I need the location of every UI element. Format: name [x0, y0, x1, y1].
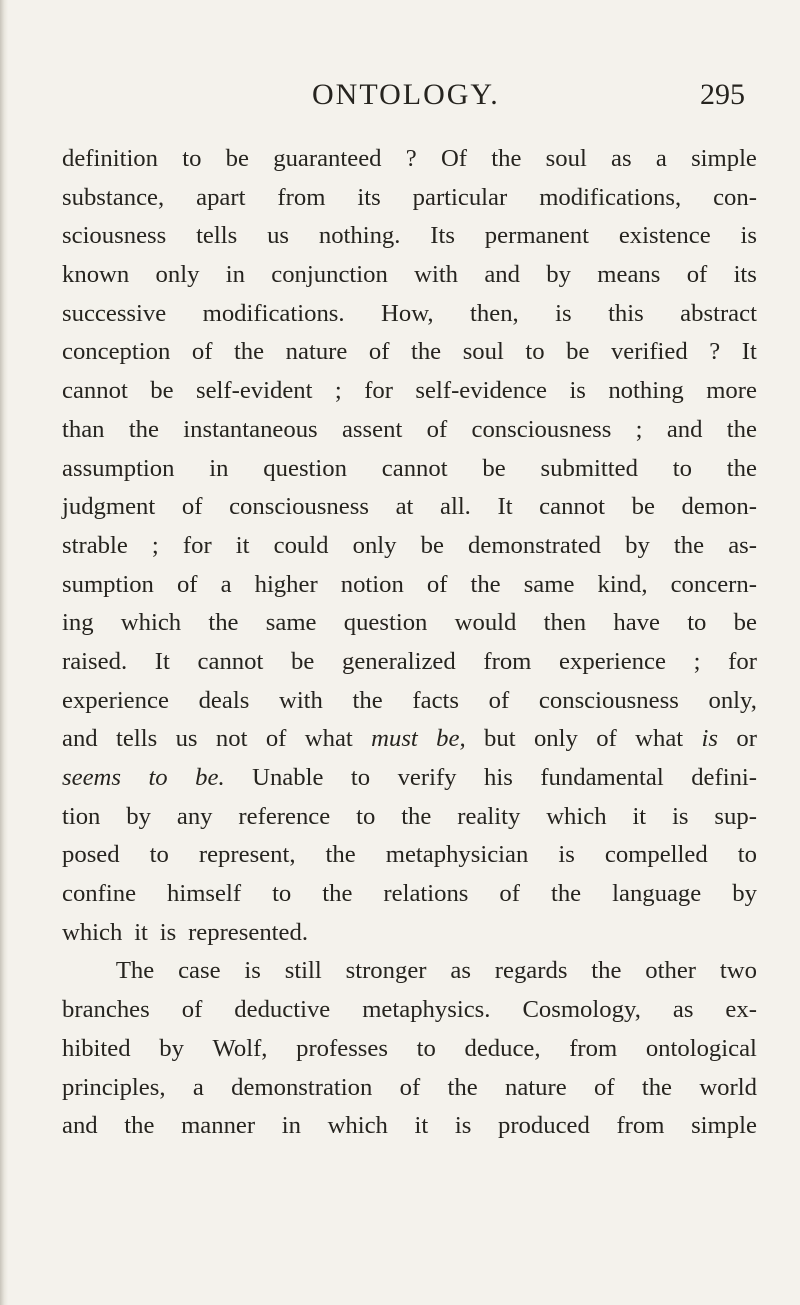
word: to [687, 609, 707, 637]
word: as [611, 145, 632, 172]
text-line [62, 682, 757, 721]
word: of [368, 338, 390, 366]
word: of [399, 1073, 421, 1101]
word: It [154, 647, 170, 675]
page-edge-shadow [0, 0, 8, 1305]
word: fundamental [540, 764, 664, 791]
word: particular [412, 183, 508, 211]
word: at [395, 493, 414, 521]
word: the [591, 957, 622, 985]
word: any [176, 802, 213, 830]
word: nature [504, 1073, 567, 1101]
word: the [352, 686, 383, 714]
word: soul [462, 338, 504, 366]
word: represented. [188, 918, 309, 946]
word: is [244, 957, 261, 985]
word: his [484, 764, 513, 791]
word: of [593, 1073, 615, 1101]
word: be [733, 609, 757, 637]
text-line [62, 488, 757, 527]
word: generalized [341, 647, 456, 675]
word: hibited [62, 1034, 131, 1062]
word: sciousness [62, 222, 167, 250]
word: abstract [680, 299, 757, 327]
word: of [265, 725, 287, 753]
word: posed [62, 841, 120, 869]
word: self-evidence [415, 377, 548, 405]
word: cannot [381, 454, 448, 482]
word: by [126, 802, 151, 830]
word: metaphysician [385, 841, 529, 869]
text-line [62, 991, 757, 1030]
word: question [343, 609, 428, 637]
word: to [356, 802, 376, 830]
word: deduce, [464, 1034, 541, 1062]
word: nature [285, 338, 348, 366]
word: stronger [345, 957, 427, 985]
word: must [371, 725, 418, 753]
text-line [62, 759, 757, 798]
running-title: ONTOLOGY. [312, 78, 500, 111]
word: in [209, 454, 229, 482]
word: of [488, 686, 510, 714]
word: the [401, 802, 432, 830]
word: then, [470, 299, 519, 327]
word: ; [334, 377, 342, 405]
word: question [263, 454, 347, 482]
word: existence [618, 222, 711, 250]
word: for [364, 377, 393, 405]
word: of [426, 570, 448, 598]
word: ex- [725, 996, 757, 1024]
word: is [569, 377, 586, 405]
word: in [281, 1112, 301, 1140]
word: represent, [198, 841, 296, 869]
word: language [612, 880, 702, 908]
word: is [740, 222, 757, 250]
word: it [632, 802, 647, 830]
word: experience [62, 686, 169, 714]
word: manner [181, 1112, 256, 1140]
word: us [175, 725, 198, 753]
running-head [0, 76, 800, 116]
word: be [631, 493, 655, 521]
word: and [484, 261, 520, 289]
word: raised. [62, 647, 128, 675]
word: it [235, 531, 250, 559]
word: How, [381, 299, 434, 327]
word: produced [497, 1112, 590, 1140]
word: to [272, 880, 292, 908]
text-line [62, 643, 757, 682]
word: to [525, 338, 545, 366]
word: to [350, 764, 371, 791]
word: tion [62, 802, 101, 830]
word: consciousness [471, 415, 612, 443]
word: deductive [234, 996, 331, 1024]
word: as [450, 957, 471, 985]
word: is [672, 802, 689, 830]
word: himself [167, 880, 242, 908]
word: of [176, 570, 198, 598]
word: is [159, 918, 177, 946]
word: the [410, 338, 442, 366]
word: same [265, 609, 317, 637]
word: kind, [597, 570, 648, 598]
word: of [686, 261, 708, 289]
word: be [150, 377, 174, 405]
word: concern- [670, 570, 757, 598]
word: means [597, 261, 661, 289]
word: Cosmology, [522, 996, 641, 1024]
word: simple [691, 145, 757, 172]
word: guaranteed [273, 145, 382, 172]
word: ? [405, 145, 417, 172]
word: to [149, 841, 169, 869]
word: of [596, 725, 617, 753]
word: facts [412, 686, 459, 714]
word: ; [635, 415, 643, 443]
word: substance, [62, 183, 165, 211]
word: it [414, 1112, 429, 1140]
word: by [732, 880, 757, 908]
word: is [558, 841, 575, 869]
word: notion [340, 570, 404, 598]
word: is [555, 299, 572, 327]
text-line [62, 411, 757, 450]
word: as- [728, 531, 757, 559]
text-line [62, 798, 757, 837]
word: for [182, 531, 212, 559]
text-line [62, 1030, 757, 1069]
word: Its [430, 222, 455, 250]
word: is [701, 725, 718, 753]
word: assumption [62, 454, 175, 482]
text-line [62, 179, 757, 218]
word: modifications, [539, 183, 682, 211]
word: this [608, 299, 644, 327]
word: assent [341, 415, 403, 443]
word: tells [196, 222, 238, 250]
word: It [741, 338, 757, 366]
word: compelled [604, 841, 708, 869]
word: other [645, 957, 697, 985]
word: of [191, 338, 213, 366]
word: a [655, 145, 667, 172]
text-line [62, 952, 757, 991]
word: it [134, 918, 148, 946]
word: be [482, 454, 506, 482]
word: verified [610, 338, 688, 366]
word: reference [238, 802, 331, 830]
word: two [719, 957, 757, 985]
word: the [128, 415, 159, 443]
word: the [491, 145, 522, 172]
word: a [192, 1073, 204, 1101]
word: Wolf, [212, 1034, 268, 1062]
word: modifications. [202, 299, 345, 327]
text-line [62, 1107, 757, 1146]
word: demonstrated [468, 531, 602, 559]
word: simple [691, 1112, 757, 1140]
word: would [454, 609, 517, 637]
word: to [416, 1034, 436, 1062]
word: what [635, 725, 684, 753]
word: from [569, 1034, 618, 1062]
text-line [62, 1069, 757, 1108]
word: nothing [608, 377, 684, 405]
word: of [499, 880, 520, 908]
word: the [325, 841, 356, 869]
word: the [447, 1073, 478, 1101]
word: consciousness [538, 686, 679, 714]
word: consciousness [229, 493, 369, 521]
word: by [159, 1034, 184, 1062]
word: demon- [681, 493, 757, 521]
word: only [155, 261, 200, 289]
word: submitted [540, 454, 638, 482]
word: from [483, 647, 532, 675]
word: which [62, 918, 123, 946]
word: world [699, 1073, 757, 1101]
word: by [546, 261, 571, 289]
word: permanent [484, 222, 589, 250]
word: branches [62, 996, 150, 1024]
word: relations [383, 880, 469, 908]
word: cannot [197, 647, 264, 675]
text-line [62, 875, 757, 914]
word: of [181, 996, 203, 1024]
text-line [62, 914, 757, 953]
word: principles, [62, 1073, 166, 1101]
word: have [613, 609, 660, 637]
word: confine [62, 880, 137, 908]
word: and [666, 415, 703, 443]
word: strable [62, 531, 128, 559]
word: metaphysics. [362, 996, 491, 1024]
word: with [414, 261, 459, 289]
word: of [181, 493, 203, 521]
word: conjunction [271, 261, 388, 289]
text-line [62, 566, 757, 605]
word: by [625, 531, 650, 559]
word: the [322, 880, 353, 908]
word: a [220, 570, 232, 598]
word: It [497, 493, 513, 521]
word: what [304, 725, 353, 753]
word: which [327, 1112, 388, 1140]
word: and [62, 725, 98, 753]
word: is [454, 1112, 472, 1140]
word: defini- [691, 764, 757, 791]
word: ing [62, 609, 94, 637]
word: experience [559, 647, 666, 675]
page-number: 295 [700, 78, 745, 111]
word: the [233, 338, 265, 366]
word: cannot [539, 493, 605, 521]
word: the [673, 531, 705, 559]
word: soul [545, 145, 587, 172]
word: to [737, 841, 757, 869]
word: the [124, 1112, 155, 1140]
word: from [616, 1112, 665, 1140]
word: of [426, 415, 448, 443]
word: the [641, 1073, 673, 1101]
word: still [284, 957, 322, 985]
word: could [273, 531, 329, 559]
word: the [208, 609, 239, 637]
body-text [62, 140, 757, 1146]
text-line [62, 140, 757, 179]
word: sup- [714, 802, 757, 830]
word: Unable [252, 764, 324, 791]
word: ; [693, 647, 701, 675]
word: deals [198, 686, 250, 714]
word: but [484, 725, 516, 753]
word: for [728, 647, 757, 675]
word: cannot [62, 377, 128, 405]
word: only [533, 725, 578, 753]
word: successive [62, 299, 167, 327]
word: the [726, 454, 757, 482]
word: not [215, 725, 248, 753]
word: be [291, 647, 315, 675]
word: as [672, 996, 694, 1024]
word: the [470, 570, 501, 598]
paragraph-indent [62, 952, 92, 991]
word: definition [62, 145, 158, 172]
text-line [62, 333, 757, 372]
word: to [182, 145, 202, 172]
word: ; [151, 531, 159, 559]
word: be. [195, 764, 225, 791]
word: be [566, 338, 590, 366]
word: its [357, 183, 381, 211]
word: the [550, 880, 582, 908]
word: nothing. [318, 222, 401, 250]
word: the [726, 415, 757, 443]
word: or [736, 725, 757, 753]
word: us [267, 222, 290, 250]
text-line [62, 604, 757, 643]
word: from [277, 183, 326, 211]
word: demonstration [231, 1073, 373, 1101]
word: reality [457, 802, 521, 830]
word: case [178, 957, 221, 985]
word: self-evident [195, 377, 313, 405]
word: which [120, 609, 182, 637]
word: sumption [62, 570, 154, 598]
text-line [62, 527, 757, 566]
text-line [62, 450, 757, 489]
word: seems [62, 764, 121, 791]
word: higher [254, 570, 318, 598]
word: Of [440, 145, 468, 172]
word: The [115, 957, 155, 985]
word: only [352, 531, 397, 559]
word: be, [436, 725, 466, 753]
word: same [523, 570, 575, 598]
word: regards [494, 957, 568, 985]
word: con- [713, 183, 757, 211]
word: be [225, 145, 249, 172]
word: professes [296, 1034, 388, 1062]
word: apart [196, 183, 246, 211]
text-line [62, 720, 757, 759]
word: tells [116, 725, 158, 753]
text-line [62, 217, 757, 256]
word: only, [708, 686, 757, 714]
word: be [420, 531, 444, 559]
word: instantaneous [183, 415, 318, 443]
word: verify [397, 764, 457, 791]
word: conception [62, 338, 171, 366]
text-line [62, 295, 757, 334]
word: which [546, 802, 607, 830]
word: in [225, 261, 245, 289]
text-line [62, 256, 757, 295]
word: known [62, 261, 130, 289]
text-line [62, 372, 757, 411]
word: to [672, 454, 692, 482]
word: than [62, 415, 105, 443]
word: all. [440, 493, 471, 521]
word: with [278, 686, 323, 714]
word: then [543, 609, 587, 637]
word: ? [709, 338, 721, 366]
word: and [62, 1112, 98, 1140]
word: more [706, 377, 757, 405]
word: to [148, 764, 168, 791]
word: its [733, 261, 757, 289]
text-line [62, 836, 757, 875]
word: judgment [62, 493, 156, 521]
word: ontological [645, 1034, 757, 1062]
